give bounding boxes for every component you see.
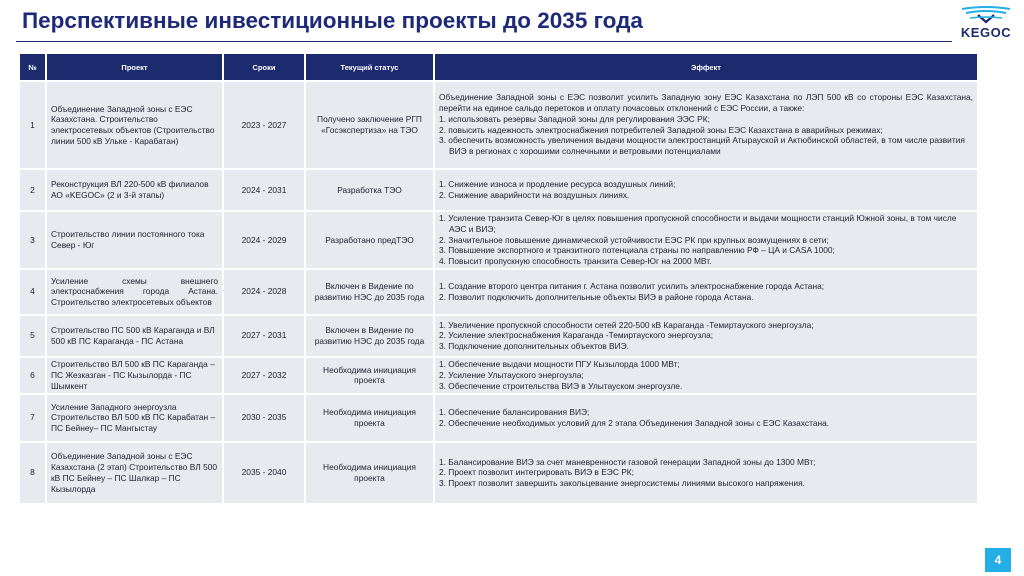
effect-item: 1. Создание второго центра питания г. Астана позволит усилить электроснабжение города Астана;	[439, 281, 825, 291]
effect-intro: Объединение Западной зоны с ЕЭС позволит усилить Западную зону ЕЭС Казахстана по ЛЭП 500 кВ со стороны ЕЭС Казахстана, перейти на единое сальдо перетоков и оплату почасовых отклонений с ЕЭС России, а также:	[439, 92, 973, 113]
effect-item: 2. Усиление электроснабжения Караганда -Темиртауского энергоузла;	[439, 330, 714, 341]
page-number-badge: 4	[985, 548, 1011, 572]
row-number: 7	[20, 395, 45, 441]
effect-item: 1. Обеспечение балансирования ВИЭ;	[439, 407, 590, 417]
project-period: 2024 - 2031	[224, 170, 304, 210]
effect-item: 2. повысить надежность электроснабжения потребителей Западной зоны ЕЭС Казахстана в аварийных режимах;	[439, 124, 883, 135]
project-name: Объединение Западной зоны с ЕЭС Казахстана. Строительство электросетевых объектов (Строительство линии 500 кВ Ульке - Карабатан)	[47, 82, 222, 168]
table-row	[20, 82, 977, 168]
project-status: Необходима инициация проекта	[306, 443, 433, 503]
column-header-status: Текущий статус	[306, 54, 433, 80]
project-effect	[435, 170, 977, 210]
page-title: Перспективные инвестиционные проекты до 2035 года	[22, 8, 643, 33]
project-status: Разработка ТЭО	[306, 170, 433, 210]
table-row	[20, 316, 977, 356]
project-effect	[435, 316, 977, 356]
column-header-project: Проект	[47, 54, 222, 80]
table-row	[20, 443, 977, 503]
project-period: 2027 - 2031	[224, 316, 304, 356]
effect-item: 3. Повышение экспортного и транзитного потенциала страны по направлению РФ – ЦА и CASA 1000;	[439, 245, 835, 256]
row-number: 2	[20, 170, 45, 210]
effect-item: 2. Усиление Улытауского энергоузла;	[439, 369, 584, 380]
effect-item: 1. Снижение износа и продление ресурса воздушных линий;	[439, 179, 676, 190]
effect-item: 2. Значительное повышение динамической устойчивости ЕЭС РК при крупных возмущениях в сети;	[439, 234, 829, 245]
logo-text: KEGOC	[960, 25, 1012, 40]
projects-table	[18, 52, 979, 505]
project-effect	[435, 358, 977, 393]
column-header-period: Сроки	[224, 54, 304, 80]
kegoc-logo-icon	[954, 6, 1018, 26]
effect-item: 3. Подключение дополнительных объектов ВИЭ.	[439, 341, 629, 352]
project-effect	[435, 443, 977, 503]
project-period: 2024 - 2028	[224, 270, 304, 314]
project-name: Усиление Западного энергоузла Строительство ВЛ 500 кВ ПС Карабатан – ПС Бейнеу– ПС Мангыстау	[47, 395, 222, 441]
project-name: Строительство ВЛ 500 кВ ПС Караганда – ПС Жезказган - ПС Кызылорда - ПС Шымкент	[47, 358, 222, 393]
row-number: 1	[20, 82, 45, 168]
table-row	[20, 395, 977, 441]
project-status: Необходима инициация проекта	[306, 395, 433, 441]
kegoc-logo	[954, 6, 1018, 40]
effect-item: 2. Позволит подключить дополнительные объекты ВИЭ в районе города Астана.	[439, 291, 754, 302]
project-effect	[435, 395, 977, 441]
column-header-num: №	[20, 54, 45, 80]
effect-item: 4. Повысит пропускную способность транзита Север-Юг на 2000 МВт.	[439, 256, 712, 266]
project-name: Объединение Западной зоны с ЕЭС Казахстана (2 этап) Строительство ВЛ 500 кВ ПС Бейнеу – ПС Шалкар – ПС Кызылорда	[47, 443, 222, 503]
project-period: 2023 - 2027	[224, 82, 304, 168]
effect-item: 2. Снижение аварийности на воздушных линиях.	[439, 190, 630, 200]
effect-item: 2. Проект позволит интегрировать ВИЭ в ЕЭС РК;	[439, 467, 634, 478]
project-name: Реконструкция ВЛ 220-500 кВ филиалов АО «KEGOC» (2 и 3-й этапы)	[47, 170, 222, 210]
project-period: 2024 - 2029	[224, 212, 304, 268]
project-effect	[435, 212, 977, 268]
project-name: Усиление схемы внешнего электроснабжения города Астана. Строительство электросетевых объектов	[47, 270, 222, 314]
project-status: Необходима инициация проекта	[306, 358, 433, 393]
project-effect	[435, 270, 977, 314]
project-name: Строительство ПС 500 кВ Караганда и ВЛ 500 кВ ПС Караганда - ПС Астана	[47, 316, 222, 356]
project-effect	[435, 82, 977, 168]
table-row	[20, 170, 977, 210]
row-number: 4	[20, 270, 45, 314]
project-status: Включен в Видение по развитию НЭС до 2035 года	[306, 316, 433, 356]
effect-item: 2. Обеспечение необходимых условий для 2 этапа Объединения Западной зоны с ЕЭС Казахстана.	[439, 417, 830, 428]
title-divider	[16, 41, 952, 42]
project-period: 2027 - 2032	[224, 358, 304, 393]
project-period: 2035 - 2040	[224, 443, 304, 503]
effect-item: 3. Обеспечение строительства ВИЭ в Улытауском энергоузле.	[439, 380, 683, 391]
project-name: Строительство линии постоянного тока Север - Юг	[47, 212, 222, 268]
effect-item: 3. Проект позволит завершить закольцевание энергосистемы линиями высокого напряжения.	[439, 478, 805, 489]
effect-item: 1. Обеспечение выдачи мощности ПГУ Кызылорда 1000 МВт;	[439, 359, 680, 370]
row-number: 8	[20, 443, 45, 503]
project-period: 2030 - 2035	[224, 395, 304, 441]
project-status: Разработано предТЭО	[306, 212, 433, 268]
effect-item: 1. Увеличение пропускной способности сетей 220-500 кВ Караганда -Темиртауского энергоузла;	[439, 319, 814, 330]
table-row	[20, 358, 977, 393]
table-row	[20, 212, 977, 268]
effect-item: 1. использовать резервы Западной зоны для регулирования ЭЭС РК;	[439, 113, 710, 124]
column-header-effect: Эффект	[435, 54, 977, 80]
table-header-row	[20, 54, 977, 80]
project-status: Включен в Видение по развитию НЭС до 2035 года	[306, 270, 433, 314]
effect-item: 3. обеспечить возможность увеличения выдачи мощности электростанций Атырауской и Актюбинской областей, в том числе развития ВИЭ в регионах с хорошими солнечными и ветровыми потенциалами	[439, 135, 965, 156]
row-number: 3	[20, 212, 45, 268]
row-number: 6	[20, 358, 45, 393]
row-number: 5	[20, 316, 45, 356]
project-status: Получено заключение РГП «Госэкспертиза» на ТЭО	[306, 82, 433, 168]
table-row	[20, 270, 977, 314]
effect-item: 1. Балансирование ВИЭ за счет маневренности газовой генерации Западной зоны до 1300 МВт;	[439, 456, 816, 467]
effect-item: 1. Усиление транзита Север-Юг в целях повышения пропускной способности и выдачи мощности станций Южной зоны, в том числе АЭС и ВИЭ;	[439, 213, 957, 234]
